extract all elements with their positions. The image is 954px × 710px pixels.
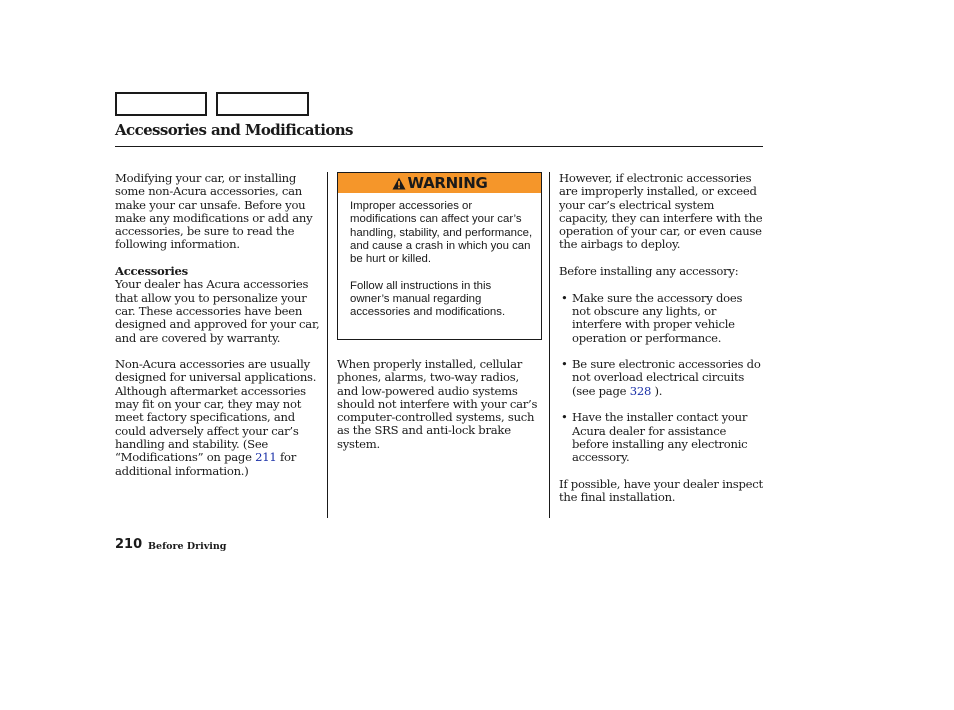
- bullet-item-2: [559, 358, 763, 398]
- bullet-item-3: [559, 411, 763, 464]
- title-rule: [115, 146, 763, 147]
- intro-paragraph: Modifying your car, or installing some non-Acura accessories, can make your car unsafe. Before you make any modifications or add any accessories, be sure to read the following information.: [115, 171, 313, 252]
- warning-box: [337, 172, 542, 340]
- nav-button-2[interactable]: [216, 92, 309, 116]
- accessories-paragraph: Your dealer has Acura accessories that allow you to personalize your car. These accessories have been designed and approved for your car, and are covered by warranty.: [115, 277, 320, 345]
- accessories-heading: Accessories: [115, 264, 188, 279]
- warning-header: [338, 173, 541, 193]
- bullet-text-2-end: ).: [651, 383, 663, 398]
- bullet-dot: •: [561, 357, 568, 372]
- column-left: [115, 172, 323, 491]
- page-title: Accessories and Modifications: [115, 121, 353, 139]
- page-link-328[interactable]: 328: [629, 383, 652, 398]
- column-divider-2: [549, 172, 550, 518]
- bullet-text-3: Have the installer contact your Acura dealer for assistance before installing any electronic accessory.: [572, 410, 748, 465]
- bullet-dot: •: [561, 290, 568, 305]
- nav-button-1[interactable]: [115, 92, 207, 116]
- bullet-text-1: Make sure the accessory does not obscure any lights, or interfere with proper vehicle operation or performance.: [572, 290, 743, 345]
- column-middle-text: [337, 358, 543, 464]
- page-number: 210: [115, 537, 143, 552]
- bullet-item-1: [559, 292, 763, 345]
- right-paragraph-2: Before installing any accessory:: [559, 264, 739, 279]
- page-link-211[interactable]: 211: [255, 450, 277, 465]
- non-acura-paragraph: [115, 358, 323, 478]
- column-divider-1: [327, 172, 328, 518]
- warning-paragraph-2: Follow all instructions in this owner’s manual regarding accessories and modifications.: [350, 279, 506, 319]
- middle-paragraph: When properly installed, cellular phones, alarms, two-way radios, and low-powered audio systems should not interfere with your car’s computer-controlled systems, such as the SRS and anti-lock brake system.: [337, 357, 538, 451]
- bullet-dot: •: [561, 410, 568, 425]
- non-acura-text: Non-Acura accessories are usually designed for universal applications. Although aftermarket accessories may fit on your car, they may not meet factory specifications, and could adversely affect your car’s handling and stability. (See “Modifications” on page: [115, 357, 317, 465]
- warning-triangle-icon: [392, 177, 406, 190]
- warning-label: WARNING: [407, 174, 488, 192]
- accessories-section: [115, 265, 323, 345]
- non-acura-text-end: for additional information.): [115, 450, 297, 478]
- section-name: Before Driving: [148, 541, 227, 552]
- right-paragraph-1: However, if electronic accessories are improperly installed, or exceed your car’s electrical system capacity, they can interfere with the operation of your car, or even cause the airbags to deploy.: [559, 171, 763, 252]
- warning-body: [338, 193, 541, 320]
- column-right: [559, 172, 763, 518]
- bullet-text-2: Be sure electronic accessories do not overload electrical circuits (see page: [572, 357, 761, 398]
- warning-paragraph-1: Improper accessories or modifications can affect your car’s handling, stability, and performance, and cause a crash in which you can be hurt or killed.: [350, 200, 533, 266]
- right-paragraph-3: If possible, have your dealer inspect the final installation.: [559, 476, 763, 505]
